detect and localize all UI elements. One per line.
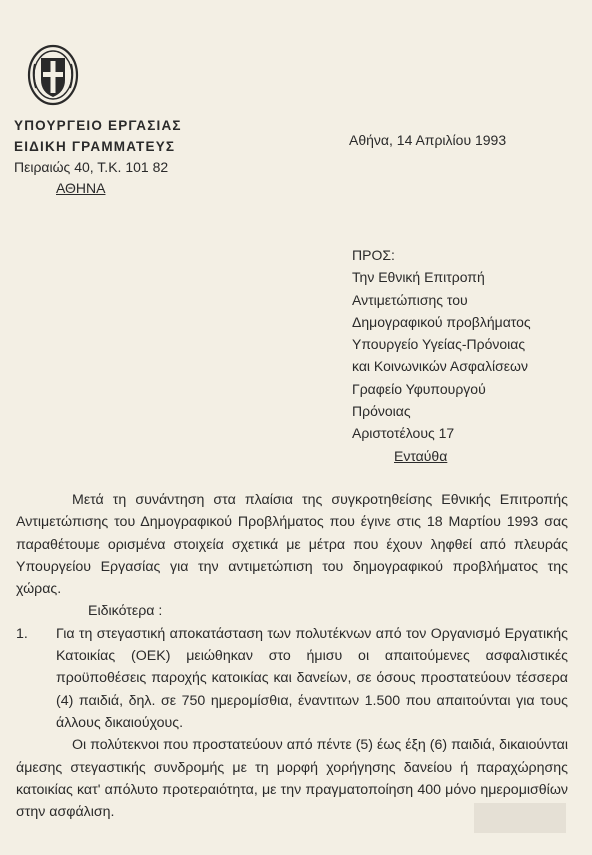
recipient-line: Πρόνοιας [352,403,411,420]
ministry-address: Πειραιώς 40, Τ.Κ. 101 82 [14,159,169,175]
recipient-line: Δημογραφικού προβλήματος [352,313,531,330]
recipient-place: Ενταύθα [394,447,448,464]
numbered-item [16,623,568,734]
office-name: ΕΙΔΙΚΗ ΓΡΑΜΜΑΤΕΥΣ [14,139,176,154]
recipient-line: Υπουργείο Υγείας-Πρόνοιας [352,336,526,353]
recipient-line: Αριστοτέλους 17 [352,425,455,442]
second-paragraph: Οι πολύτεκνοι που προστατεύουν από πέντε (5) έως έξη (6) παιδιά, δικαιούνται άμεσης στεγαστικής συνδρομής με τη μορφή χορήγησης δανείου ή παραχώρησης κατοικίας κατ' απόλυτο προτεραιότητα, με την πραγματοποίηση 400 μόνο ημερομισθίων στην ασφάλιση. [16,737,568,821]
recipient-to-label: ΠΡΟΣ: [352,247,395,263]
recipient-line: Την Εθνική Επιτροπή [352,269,485,286]
recipient-line: Αντιμετώπισης του [352,291,468,308]
letter-date: Αθήνα, 14 Απριλίου 1993 [349,132,507,148]
subheading: Ειδικότερα : [88,603,163,620]
ministry-city: ΑΘΗΝΑ [56,180,106,196]
item-number: 1. [16,625,28,642]
recipient-line: Γραφείο Υφυπουργού [352,380,486,397]
item-text: Για τη στεγαστική αποκατάσταση των πολυτέκνων από τον Οργανισμό Εργατικής Κατοικίας (ΟΕΚ) μειώθηκαν στο ήμισυ οι απαιτούμενες ασφαλιστικές προϋποθέσεις παροχής κατοικίας και δανείων, σε όσους προστατεύουν τέσσερα (4) παιδιά, δηλ. σε 750 ημερομίσθια, έναντιτων 1.500 που απαιτούνται για τους άλλους δικαιούχους. [56,625,568,731]
recipient-line: και Κοινωνικών Ασφαλίσεων [352,358,528,375]
greek-coat-of-arms-icon [27,44,79,106]
letter-body [16,489,568,823]
faded-stamp [474,803,566,833]
recipient-block [352,244,531,467]
ministry-letterhead [14,115,182,199]
ministry-name: ΥΠΟΥΡΓΕΙΟ ΕΡΓΑΣΙΑΣ [14,118,182,133]
intro-paragraph: Μετά τη συνάντηση στα πλαίσια της συγκροτηθείσης Εθνικής Επιτροπής Αντιμετώπισης του Δημογραφικού Προβλήματος που έγινε στις 18 Μαρτίου 1993 σας παραθέτουμε ορισμένα στοιχεία σχετικά με μέτρα που έχουν ληφθεί από πλευράς Υπουργείου Εργασίας για την αντιμετώπιση του δημογραφικού προβλήματος της χώρας. [16,492,568,598]
